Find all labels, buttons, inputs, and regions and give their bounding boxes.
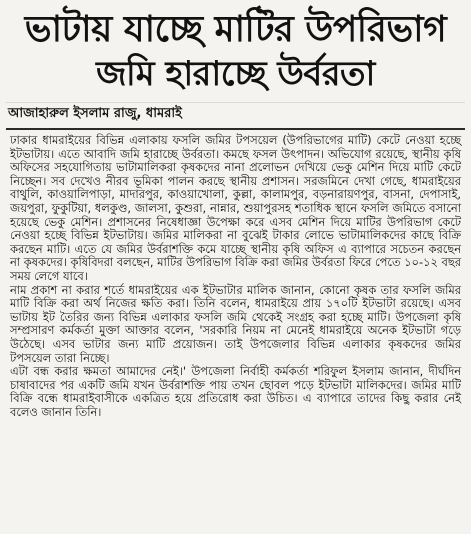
headline xyxy=(6,8,465,96)
headline-line-1: ভাটায় যাচ্ছে মাটির উপরিভাগ xyxy=(24,9,447,50)
article-body xyxy=(6,134,465,419)
article-paragraph-2: নাম প্রকাশ না করার শর্তে ধামরাইয়ের এক ইটভাটার মালিক জানান, কোনো কৃষক তার ফসলি জমির মাটি বিক্রি করা অর্থ নিজের ক্ষতি করা। তিনি বলেন, ধামরাইয়ে প্রায় ১৭০টি ইটভাটা রয়েছে। এসব ভাটায় ইট তৈরির জন্য বিভিন্ন এলাকার ফসলি জমি থেকেই সংগ্রহ করা হচ্ছে মাটি। উপজেলা কৃষি সম্প্রসারণ কর্মকর্তা মুক্তা আক্তার বলেন, 'সরকারি নিয়ম না মেনেই ধামরাইয়ে অনেক ইটভাটা গড়ে উঠেছে। এসব ভাটার জন্য মাটি প্রয়োজন। তাই উপজেলার বিভিন্ন এলাকার কৃষকদের জমির টপসয়েল তারা নিচ্ছে। xyxy=(10,282,461,365)
article-paragraph-3: এটা বন্ধ করার ক্ষমতা আমাদের নেই।' উপজেলা নির্বাহী কর্মকর্তা শরিফুল ইসলাম জানান, দীর্ঘদিন চাষাবাদের পর একটি জমি যখন উর্বরাশক্তি পায় তখন ছোবল পড়ে ইটভাটা মালিকদের। জমির মাটি বিক্রি বন্ধে ধামরাইবাসীকে একত্রিত হয়ে প্রতিরোধ করা উচিত। এ ব্যাপারে তাদের কিছু করার নেই বলেও জানান তিনি। xyxy=(10,364,461,419)
byline: আজাহারুল ইসলাম রাজু, ধামরাই xyxy=(8,106,182,121)
article-paragraph-1: ঢাকার ধামরাইয়ের বিভিন্ন এলাকায় ফসলি জমির টপসয়েল (উপরিভাগের মাটি) কেটে নেওয়া হচ্ছে ইটভাটায়। এতে আবাদি জমি হারাচ্ছে উর্বরতা। কমছে ফসল উৎপাদন। অভিযোগ রয়েছে, স্থানীয় কৃষি অফিসের সহযোগিতায় ভাটামালিকরা কৃষকদের নানা প্রলোভন দেখিয়ে ভেকু মেশিন দিয়ে মাটি কেটে নিচ্ছেন। সব দেখেও নীরব ভূমিকা পালন করছে স্থানীয় প্রশাসন। সরজমিনে দেখা গেছে, ধামরাইয়ের বাথুলি, কাওয়ালিপাড়া, মাদারপুর, কাওয়াখোলা, কুল্লা, কালামপুর, বড়নারায়ণপুর, বাসনা, দেপাসাই, জয়পুরা, ফুকুটিয়া, ধলকুণ্ড, জালসা, কুশুরা, নান্নার, শুয়াপুরসহ শতাধিক স্থানে ফসলি জমিতে বসানো হয়েছে ভেকু মেশিন। প্রশাসনের নিষেধাজ্ঞা উপেক্ষা করে এসব মেশিন দিয়ে মাটির উপরিভাগ কেটে নেওয়া হচ্ছে বিভিন্ন ইটভাটায়। জমির মালিকরা না বুঝেই টাকার লোভে ভাটামালিকদের কাছে বিক্রি করছেন মাটি। এতে যে জমির উর্বরাশক্তি কমে যাচ্ছে স্থানীয় কৃষি অফিস এ ব্যাপারে সচেতন করছেন না কৃষকদের। কৃষিবিদরা বলছেন, মাটির উপরিভাগ বিক্রি করা জমির উর্বরতা ফিরে পেতে ১০-১২ বছর সময় লেগে যাবে। xyxy=(10,133,461,283)
headline-line-2: জমি হারাচ্ছে উর্বরতা xyxy=(96,54,375,94)
byline-section xyxy=(6,102,465,126)
byline-divider xyxy=(6,128,465,130)
